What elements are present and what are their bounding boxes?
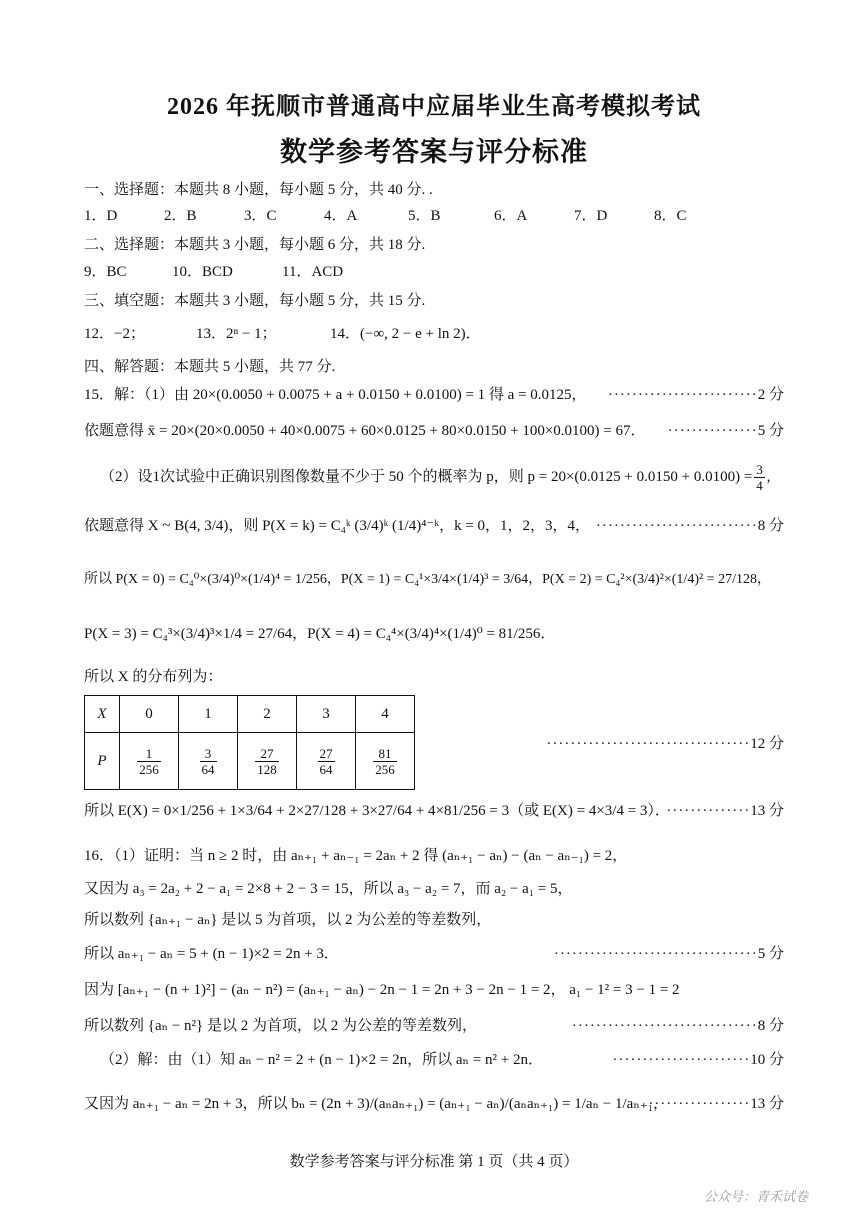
section2-heading: 二、选择题：本题共 3 小题，每小题 6 分，共 18 分. [84, 237, 426, 253]
p-row [85, 733, 415, 790]
p-cell: $\frac{3}{64}$ [179, 733, 238, 790]
q15-score-4: ···························8 分 [595, 518, 784, 534]
q16-score-6: ·······························8 分 [571, 1018, 784, 1034]
x-cell: 4 [356, 696, 415, 733]
exam-subtitle: 数学参考答案与评分标准 [280, 137, 588, 167]
answer-13: 13．2ⁿ − 1； [196, 326, 277, 342]
q16-line-4: 所以 aₙ₊₁ − aₙ = 5 + (n − 1)×2 = 2n + 3． [84, 946, 339, 962]
q15-score-2: ···············5 分 [667, 423, 784, 439]
distribution-table [84, 695, 415, 790]
section3-answers [84, 324, 530, 344]
answer-4: 4．A [324, 208, 358, 224]
p-numerator: 3 [756, 462, 763, 477]
x-cell: 0 [120, 696, 179, 733]
section4-heading: 四、解答题：本题共 5 小题，共 77 分. [84, 359, 336, 375]
p-cell: $\frac{81}{256}$ [356, 733, 415, 790]
answer-7: 7．D [574, 208, 608, 224]
x-cell: 2 [238, 696, 297, 733]
x-cell: 1 [179, 696, 238, 733]
q15-line-1: 15．解：（1）由 20×(0.0050 + 0.0075 + a + 0.0150 + 0.0100) = 1 得 a = 0.0125， [84, 387, 587, 403]
answer-1: 1．D [84, 208, 118, 224]
exam-title: 2026 年抚顺市普通高中应届毕业生高考模拟考试 [167, 94, 701, 120]
q15-table-score: ··································12 分 [546, 736, 784, 752]
answer-14: 14．(−∞, 2 − e + ln 2)． [330, 326, 481, 342]
answer-3: 3．C [244, 208, 277, 224]
section3-heading: 三、填空题：本题共 3 小题，每小题 5 分，共 15 分. [84, 293, 426, 309]
q16-line-1: 16．（1）证明：当 n ≥ 2 时，由 aₙ₊₁ + aₙ₋₁ = 2aₙ + 2 得 (aₙ₊₁ − aₙ) − (aₙ − aₙ₋₁) = 2， [84, 848, 628, 864]
answer-8: 8．C [654, 208, 687, 224]
q16-line-5: 因为 [aₙ₊₁ − (n + 1)²] − (aₙ − n²) = (aₙ₊₁ − aₙ) − 2n − 1 = 2n + 3 − 2n − 1 = 2， a₁ − 1² = 3 − 1 = 2 [84, 982, 680, 998]
q15-line-2: 依题意得 x̄ = 20×(20×0.0050 + 40×0.0075 + 60×0.0125 + 80×0.0150 + 100×0.0100) = 67． [84, 423, 646, 439]
section2-answers [84, 262, 382, 282]
x-cell: 3 [297, 696, 356, 733]
x-row [85, 696, 415, 733]
q16-score-7: ·······················10 分 [612, 1052, 784, 1068]
page-footer: 数学参考答案与评分标准 第 1 页（共 4 页） [289, 1154, 579, 1170]
q16-line-6: 所以数列 {aₙ − n²} 是以 2 为首项，以 2 为公差的等差数列， [84, 1018, 478, 1034]
p-cell: $\frac{1}{256}$ [120, 733, 179, 790]
watermark: 公众号：青禾试卷 [703, 1189, 808, 1204]
q15-score-8: ··············13 分 [666, 803, 784, 819]
q16-line-7: （2）解：由（1）知 aₙ − n² = 2 + (n − 1)×2 = 2n，所以 aₙ = n² + 2n． [100, 1052, 543, 1068]
q15-line-5: 所以 P(X = 0) = C₄⁰×(3/4)⁰×(1/4)⁴ = 1/256，P(X = 1) = C₄¹×3/4×(1/4)³ = 3/64，P(X = 2) = C₄²×(3/4)²×(1/4)² = 27/128， [84, 572, 771, 587]
q16-score-8: ·················13 分 [648, 1096, 784, 1112]
answer-6: 6．A [494, 208, 528, 224]
q15-line-8: 所以 E(X) = 0×1/256 + 1×3/64 + 2×27/128 + 3×27/64 + 4×81/256 = 3（或 E(X) = 4×3/4 = 3）． [84, 803, 670, 819]
q15-line-4: 依题意得 X ~ B(4, 3/4)，则 P(X = k) = C₄ᵏ (3/4)ᵏ (1/4)⁴⁻ᵏ，k = 0，1，2，3，4， [84, 518, 591, 534]
answer-5: 5．B [408, 208, 441, 224]
q15-line-6: P(X = 3) = C₄³×(3/4)³×1/4 = 27/64，P(X = 4) = C₄⁴×(3/4)⁴×(1/4)⁰ = 81/256． [84, 626, 556, 642]
q15-score-1: ·························2 分 [607, 387, 784, 403]
answer-9: 9．BC [84, 264, 127, 280]
section1-heading: 一、选择题：本题共 8 小题，每小题 5 分，共 40 分. . [84, 182, 433, 198]
answer-12: 12．−2； [84, 326, 145, 342]
p-cell: $\frac{27}{64}$ [297, 733, 356, 790]
q16-score-4: ··································5 分 [553, 946, 784, 962]
answer-10: 10．BCD [172, 264, 233, 280]
q16-line-3: 所以数列 {aₙ₊₁ − aₙ} 是以 5 为首项，以 2 为公差的等差数列， [84, 912, 492, 928]
q15-line-3: （2）设1次试验中正确识别图像数量不少于 50 个的概率为 p，则 p = 20×(0.0125 + 0.0150 + 0.0100) = $\frac{3}{4}$ , [100, 462, 771, 493]
q15-line-7: 所以 X 的分布列为： [84, 669, 223, 685]
q16-line-2: 又因为 a₃ = 2a₂ + 2 − a₁ = 2×8 + 2 − 3 = 15，所以 a₃ − a₂ = 7，而 a₂ − a₁ = 5， [84, 881, 573, 897]
x-header: X [85, 696, 120, 733]
p-header: P [85, 733, 120, 790]
answer-11: 11．ACD [282, 264, 344, 280]
answer-2: 2．B [164, 208, 197, 224]
section1-answers [84, 206, 714, 226]
p-cell: $\frac{27}{128}$ [238, 733, 297, 790]
q16-line-8: 又因为 aₙ₊₁ − aₙ = 2n + 3，所以 bₙ = (2n + 3)/(aₙaₙ₊₁) = (aₙ₊₁ − aₙ)/(aₙaₙ₊₁) = 1/aₙ − 1/aₙ₊₁， [84, 1096, 668, 1112]
p-denominator: 4 [756, 478, 763, 493]
